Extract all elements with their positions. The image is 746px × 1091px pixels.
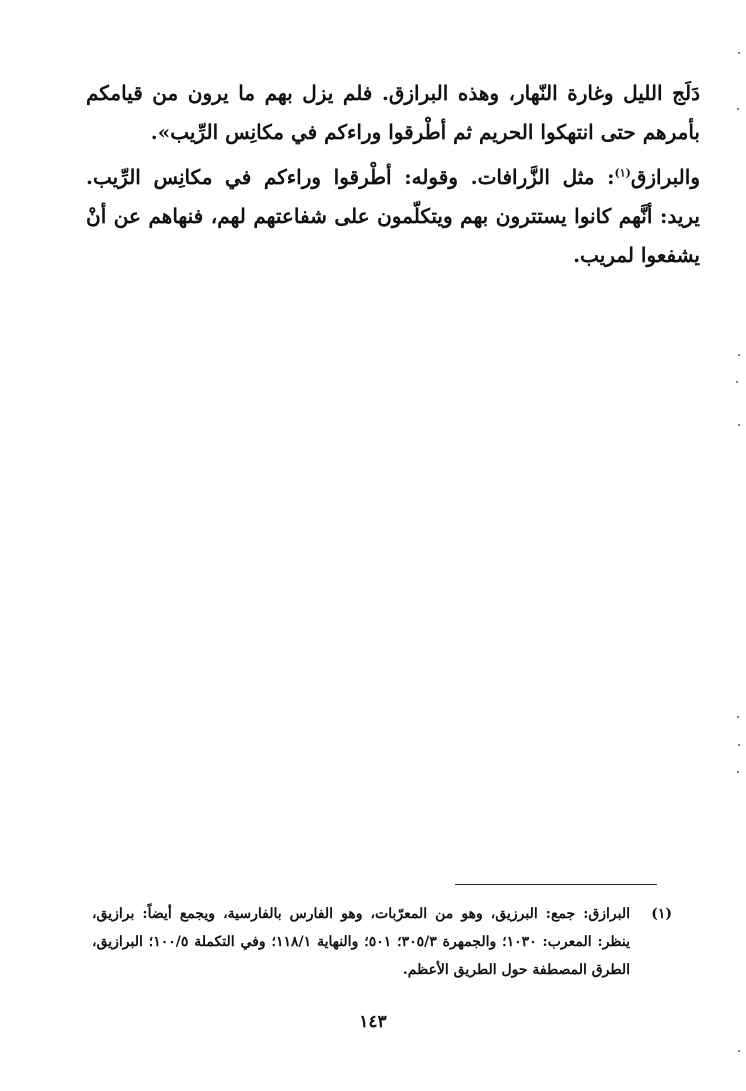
page-number: ١٤٣ [359,1012,387,1032]
scan-speck [738,744,740,746]
scan-speck [737,771,739,773]
paragraph-2-rest: : مثل الزَّرافات. وقوله: أطْرقوا وراءكم في مكانِس الرِّيب. يريد: أنَّهم كانوا يستترون بهم ويتكلّمون على شفاعتهم لهم، فنهاهم عن أنْ يشفعوا لمريب. [86,165,700,267]
scan-speck [738,424,740,426]
footnote-marker: (١) [651,906,672,922]
scan-speck [738,354,740,356]
footnote-reference[interactable]: (١) [614,166,631,180]
footnote-text: البرازق: جمع: البرزيق، وهو من المعرّبات، وهو الفارس بالفارسية، ويجمع أيضاً: برازيق، ينظر: المعرب: ١٠٣٠؛ والجمهرة ٣٠٥/٣؛ ٥٠١؛ والنهاية ١١٨/١؛ وفي التكملة ١٠٠/٥؛ البرازيق، الطرق المصطفة حول الطريق الأعظم. [92,906,631,978]
scan-speck [738,1050,740,1052]
footnote-divider [455,884,657,885]
scan-speck [737,108,739,110]
paragraph-1: دَلَج الليل وغارة النّهار، وهذه البرازق. فلم يزل بهم ما يرون من قيامكم بأمرهم حتى انتهكوا الحريم ثم أطْرقوا وراءكم في مكانِس الرِّيب». [86,81,700,144]
main-text [86,74,700,275]
scan-speck [736,381,738,383]
scan-speck [737,716,739,718]
footnote [92,900,672,984]
paragraph-2 [86,158,700,275]
paragraph-2-start: والبرازق [630,165,700,189]
scan-speck [738,52,740,54]
